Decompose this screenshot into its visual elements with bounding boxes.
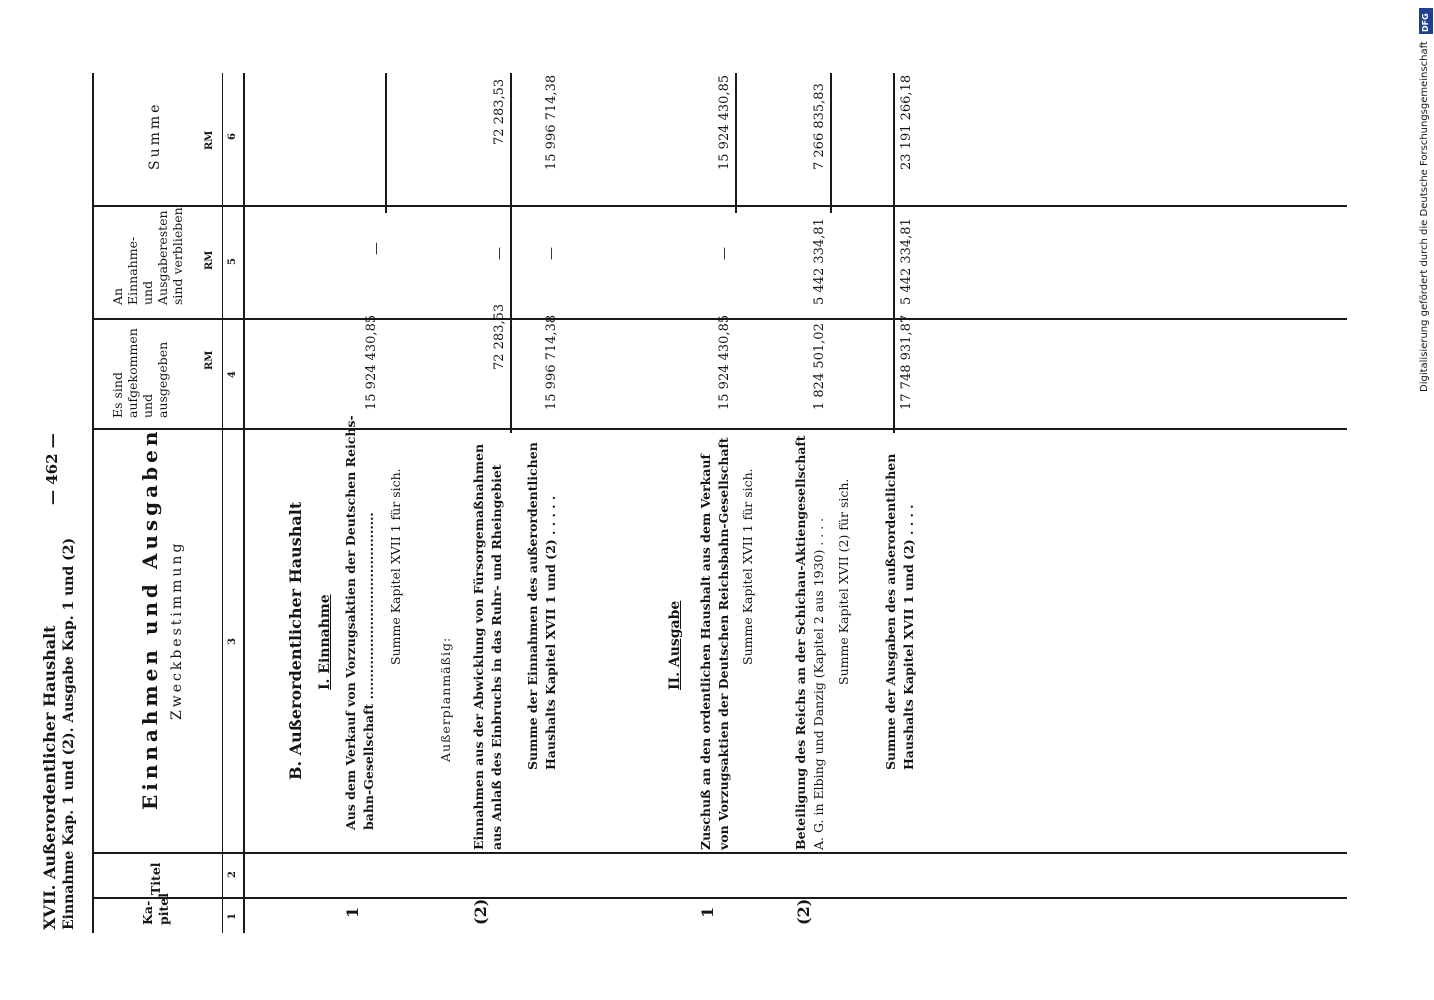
page-number: — 462 — [43,433,61,505]
row2-col4: 72 283,53 [492,303,507,370]
rule-sum4 [830,73,832,213]
row1-kap: 1 [343,906,362,918]
currency-4: RM [204,350,215,370]
row4-desc1: Beteiligung des Reichs an der Schichau-Aktiengesellschaft [793,435,808,850]
total-einnahmen-1: Summe der Einnahmen des außerordentlichen [525,442,540,770]
header-line1: XVII. Außerordentlicher Haushalt [40,625,59,930]
row3-col5: — [717,247,732,260]
row2-col5: — [492,247,507,260]
rule-col5-right [92,205,1347,207]
row4-col5: 5 442 334,81 [812,218,827,305]
total-einnahmen-2: Haushalts Kapitel XVII 1 und (2) . . . . . [543,495,558,770]
col-kapitel: Ka- pitel [140,893,172,925]
row1-sum: Summe Kapitel XVII 1 für sich. [388,468,403,665]
row2-kap: (2) [471,898,490,925]
row3-col6: 15 924 430,85 [717,74,732,170]
col4-header: Es sind aufgekommen und ausgegeben [110,328,170,418]
rule-sum2 [510,73,512,433]
colnum-5: 5 [227,258,238,265]
total-ausgaben-col5: 5 442 334,81 [899,218,914,305]
total-ausgaben-col6: 23 191 266,18 [899,74,914,170]
total-ausgaben-2: Haushalts Kapitel XVII 1 und (2) . . . . [901,504,916,770]
currency-6: RM [204,130,215,150]
row2-desc2: aus Anlaß des Einbruchs in das Ruhr- und Rheingebiet [489,464,504,850]
row1-col4: 15 924 430,85 [364,314,379,410]
section-ii: II. Ausgabe [667,600,683,690]
rule-col1-right [92,897,1347,899]
row1-desc1: Aus dem Verkauf von Vorzugsaktien der Deutschen Reichs- [343,415,358,830]
main-title: Einnahmen und Ausgaben [138,427,162,810]
total-ausgaben-col4: 17 748 931,87 [899,314,914,410]
colnum-2: 2 [227,871,238,878]
dfg-stamp-text: Digitalisierung gefördert durch die Deutsche Forschungsgemeinschaft [1419,41,1430,392]
rule-sum1 [385,73,387,213]
header-line2: Einnahme Kap. 1 und (2). Ausgabe Kap. 1 und (2) [61,537,77,930]
rule-number-row [222,73,223,933]
rule-sum3 [735,73,737,213]
row1-col5-dash: — [369,242,384,255]
col5-header: An Einnahme- und Ausgaberesten sind verblieben [110,207,185,305]
total-einnahmen-col4: 15 996 714,38 [544,314,559,410]
row3-desc2: von Vorzugsaktien der Deutschen Reichsbahn-Gesellschaft [716,437,731,850]
row3-kap: 1 [698,906,717,918]
row4-col4: 1 824 501,02 [812,323,827,410]
rule-col3-right [92,428,1347,430]
ausserplanmaessig: Außerplanmäßig: [438,636,453,762]
currency-5: RM [204,250,215,270]
rule-header-bottom [243,73,245,933]
row2-col6: 72 283,53 [492,78,507,145]
col-titel: Titel [148,862,163,895]
row4-sum: Summe Kapitel XVII (2) für sich. [836,478,851,685]
dfg-logo-text: DFG [1421,13,1430,32]
row4-desc2: A. G. in Elbing und Danzig (Kapitel 2 aus 1930) . . . . [811,517,826,850]
section-b: B. Außerordentlicher Haushalt [286,501,305,780]
colnum-6: 6 [227,133,238,140]
total-ausgaben-1: Summe der Ausgaben des außerordentlichen [883,453,898,770]
total-einnahmen-col5: — [544,247,559,260]
colnum-1: 1 [227,913,238,920]
row3-col4: 15 924 430,85 [717,314,732,410]
dfg-logo [1419,8,1433,34]
row1-desc2: bahn-Gesellschaft ........................................... [361,512,376,830]
row3-desc1: Zuschuß an den ordentlichen Haushalt aus dem Verkauf [698,454,713,850]
row4-kap: (2) [794,898,813,925]
col6-header: Summe [147,101,163,170]
row3-sum: Summe Kapitel XVII 1 für sich. [740,468,755,665]
section-i: I. Einnahme [317,594,333,690]
main-subtitle: Zweckbestimmung [169,540,185,720]
rule-top [92,73,94,933]
colnum-4: 4 [227,371,238,378]
rule-col2-right [92,852,1347,854]
rule-sum5 [893,73,895,433]
total-einnahmen-col6: 15 996 714,38 [544,74,559,170]
row2-desc1: Einnahmen aus der Abwicklung von Fürsorgemaßnahmen [471,443,486,850]
row4-col6: 7 266 835,83 [812,83,827,170]
colnum-3: 3 [227,638,238,645]
